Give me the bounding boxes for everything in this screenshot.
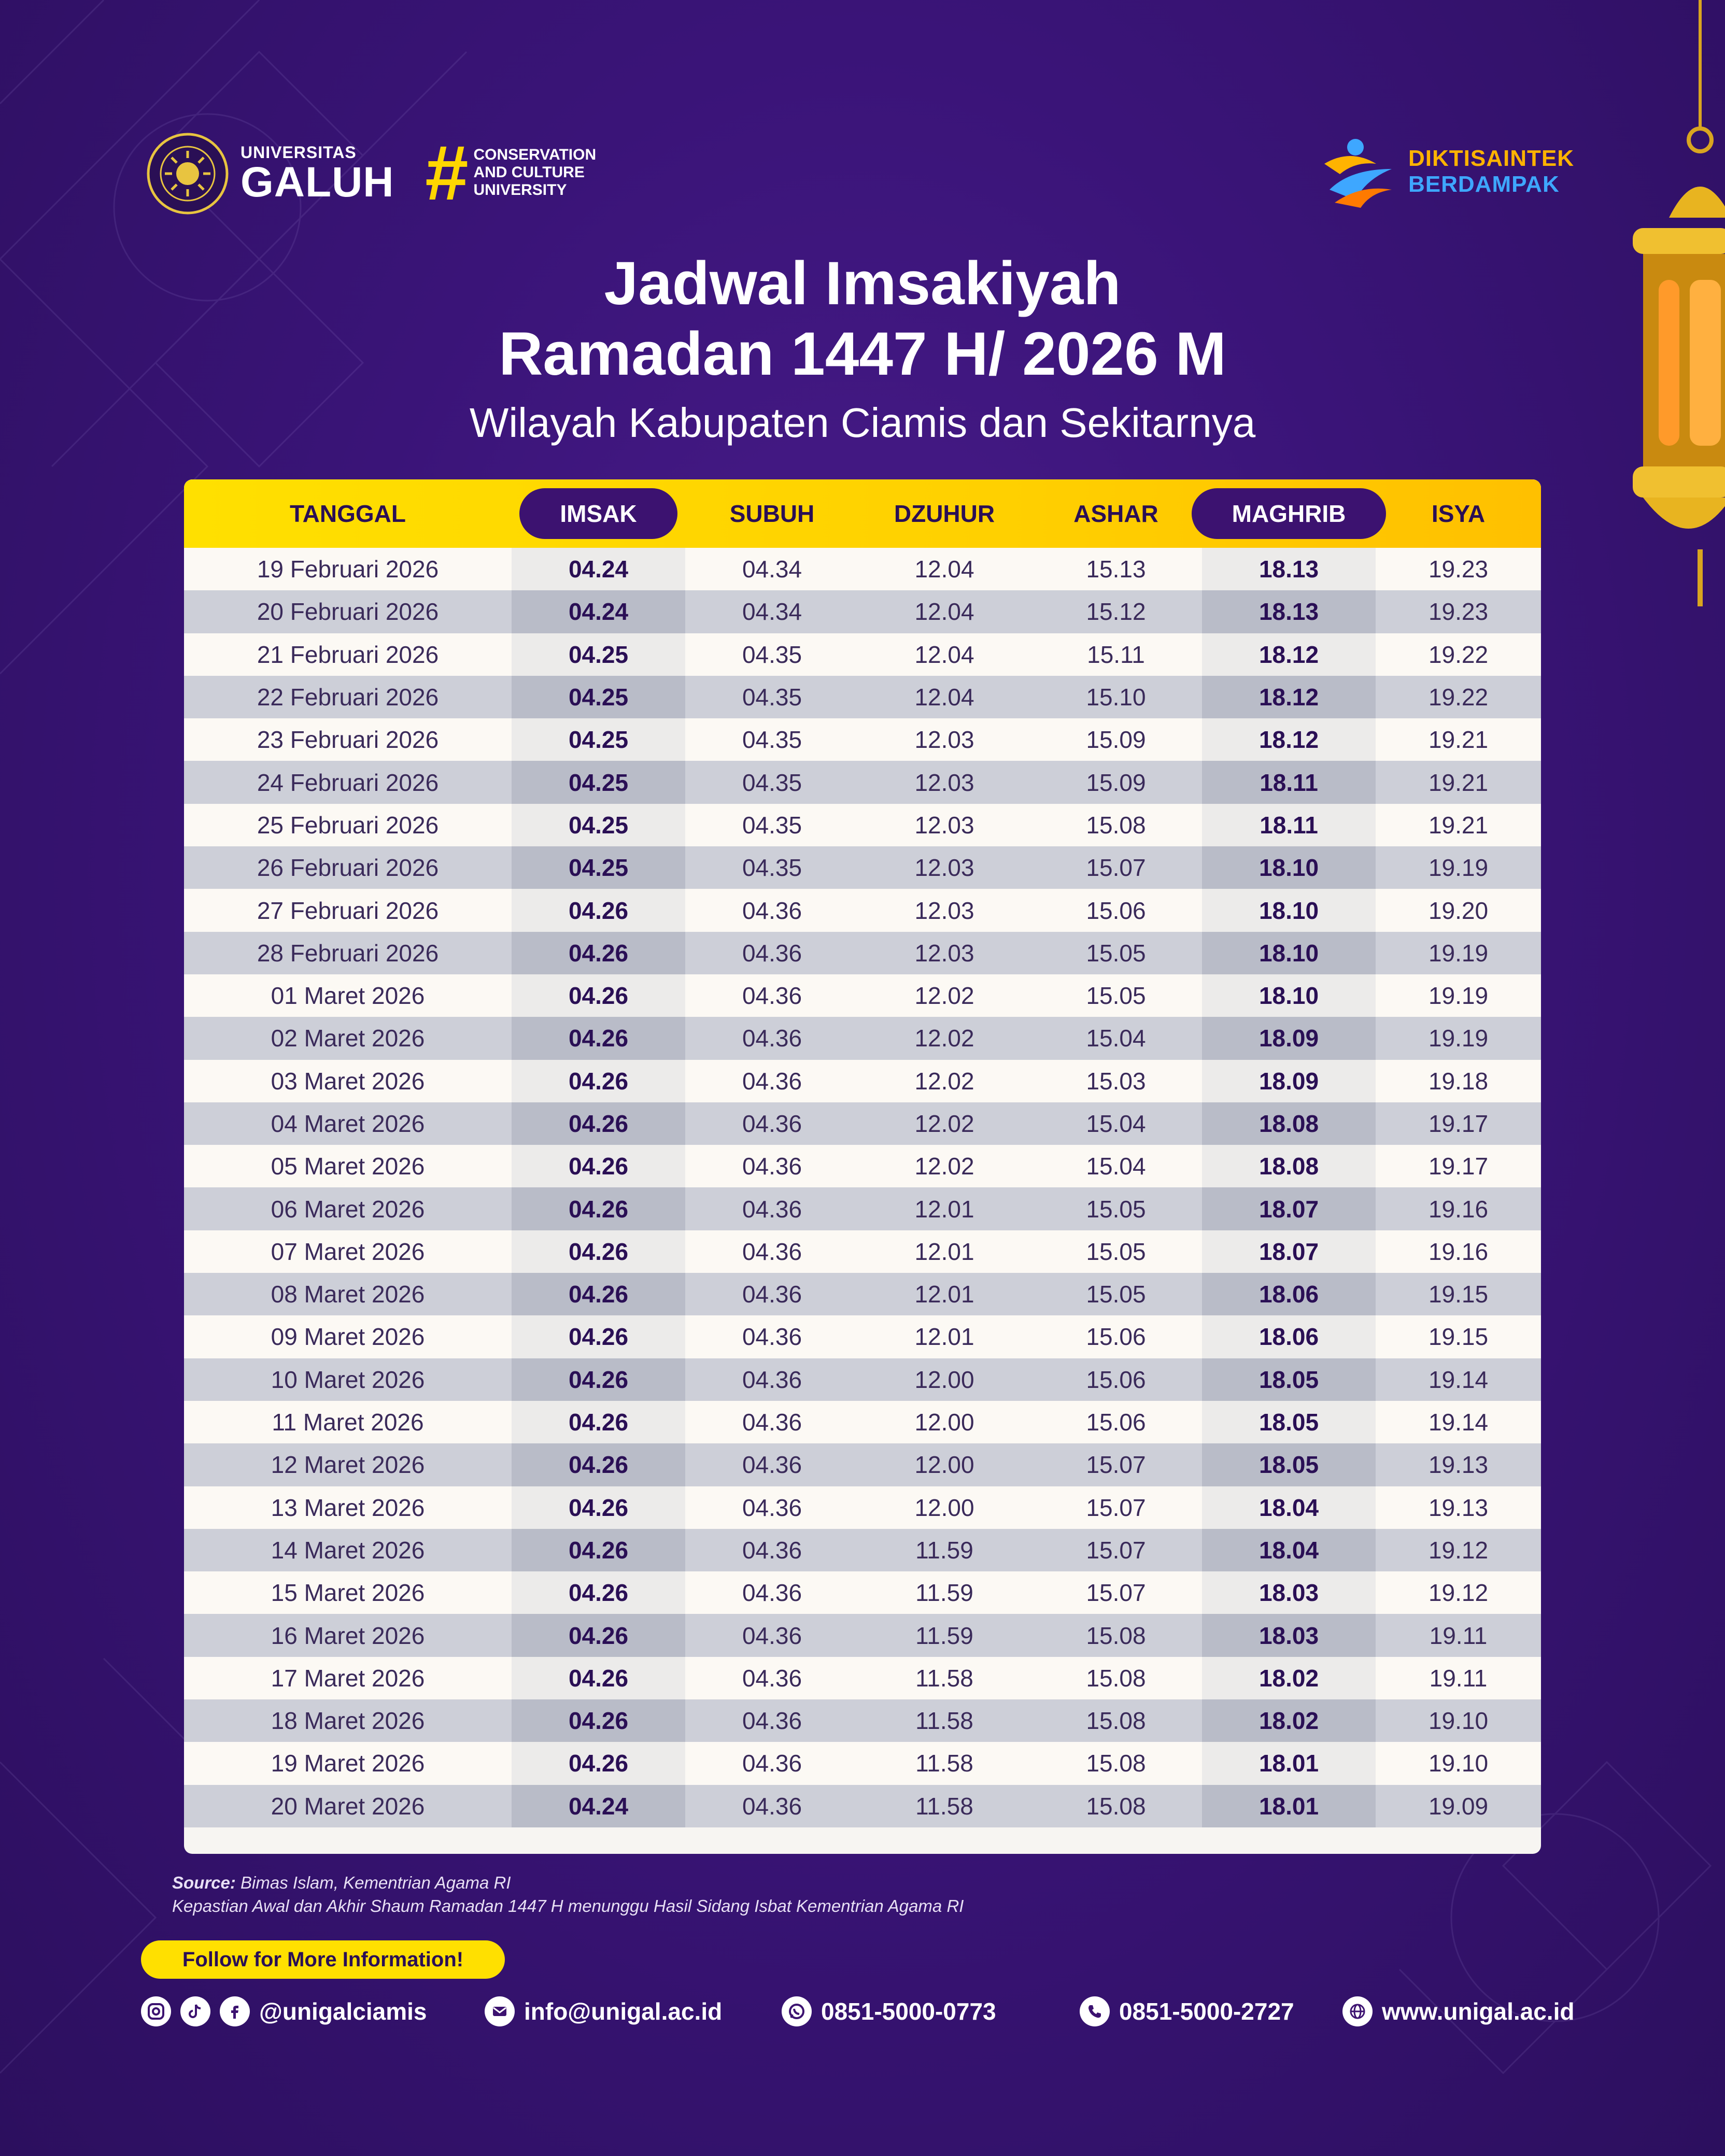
table-cell: 19.14 xyxy=(1428,1366,1489,1393)
facebook-icon[interactable] xyxy=(220,1996,250,2026)
table-cell: 04.36 xyxy=(742,1281,802,1308)
table-cell: 12.03 xyxy=(914,939,974,967)
table-cell: 04.26 xyxy=(568,1409,629,1436)
table-cell: 18.07 xyxy=(1259,1238,1319,1265)
table-row xyxy=(184,1358,1541,1401)
table-row xyxy=(184,1486,1541,1529)
instagram-icon[interactable] xyxy=(141,1996,171,2026)
table-cell: 15.06 xyxy=(1086,1366,1146,1393)
header-maghrib xyxy=(1202,479,1376,548)
hashtag-icon: # xyxy=(424,129,468,216)
table-cell: 19.14 xyxy=(1428,1409,1489,1436)
table-cell: 01 Maret 2026 xyxy=(271,982,425,1010)
table-cell: 04.36 xyxy=(742,1579,802,1607)
table-cell: 07 Maret 2026 xyxy=(271,1238,425,1265)
table-row xyxy=(184,1529,1541,1571)
table-row xyxy=(184,718,1541,761)
table-row xyxy=(184,1187,1541,1230)
table-cell: 19.19 xyxy=(1428,939,1489,967)
table-cell: 15.05 xyxy=(1086,1238,1146,1265)
table-row xyxy=(184,1571,1541,1614)
table-cell: 04.36 xyxy=(742,1195,802,1223)
table-row xyxy=(184,889,1541,931)
table-cell: 18.11 xyxy=(1260,811,1318,839)
table-cell: 12.04 xyxy=(914,598,974,626)
table-cell: 19.20 xyxy=(1428,897,1489,924)
table-cell: 18.10 xyxy=(1259,897,1319,924)
table-cell: 19.23 xyxy=(1428,598,1489,626)
table-cell: 18.08 xyxy=(1259,1110,1319,1137)
table-cell: 04.36 xyxy=(742,939,802,967)
table-header xyxy=(184,479,1541,548)
header-tanggal xyxy=(184,479,512,548)
table-cell: 04.36 xyxy=(742,1622,802,1649)
table-cell: 12.03 xyxy=(914,897,974,924)
table-cell: 18.08 xyxy=(1259,1153,1319,1180)
table-cell: 10 Maret 2026 xyxy=(271,1366,425,1393)
table-cell: 12.01 xyxy=(914,1323,974,1351)
table-cell: 15.09 xyxy=(1086,769,1146,796)
table-cell: 04.25 xyxy=(568,769,629,796)
table-row xyxy=(184,1401,1541,1443)
table-cell: 18.13 xyxy=(1259,598,1319,626)
header-ashar-label: ASHAR xyxy=(1073,500,1158,527)
table-cell: 19.12 xyxy=(1428,1579,1489,1607)
table-cell: 04.36 xyxy=(742,897,802,924)
table-cell: 04.34 xyxy=(742,556,802,583)
table-cell: 16 Maret 2026 xyxy=(271,1622,425,1649)
table-cell: 11.59 xyxy=(915,1536,973,1564)
whatsapp-icon xyxy=(782,1996,812,2026)
table-cell: 04.26 xyxy=(568,982,629,1010)
table-cell: 14 Maret 2026 xyxy=(271,1536,425,1564)
table-cell: 04.25 xyxy=(568,854,629,882)
table-cell: 19.15 xyxy=(1428,1323,1489,1351)
table-row xyxy=(184,1657,1541,1699)
table-cell: 17 Maret 2026 xyxy=(271,1664,425,1692)
email-contact[interactable] xyxy=(485,1996,722,2026)
table-row xyxy=(184,932,1541,974)
conservation-line-1: CONSERVATION xyxy=(473,146,597,163)
table-cell: 15.07 xyxy=(1086,1536,1146,1564)
table-cell: 18.11 xyxy=(1260,769,1318,796)
table-cell: 04.26 xyxy=(568,897,629,924)
table-cell: 19.19 xyxy=(1428,982,1489,1010)
header-subuh-label: SUBUH xyxy=(729,500,815,527)
table-cell: 04.35 xyxy=(742,854,802,882)
source-disclaimer: Kepastian Awal dan Akhir Shaum Ramadan 1447 H menunggu Hasil Sidang Isbat Kementrian Agama RI xyxy=(172,1896,964,1916)
phone-number[interactable]: 0851-5000-2727 xyxy=(1119,1998,1294,2025)
table-cell: 19 Februari 2026 xyxy=(257,556,439,583)
table-cell: 18.04 xyxy=(1259,1536,1319,1564)
table-cell: 12.02 xyxy=(914,1153,974,1180)
page-title-line-2: Ramadan 1447 H/ 2026 M xyxy=(499,320,1226,388)
header-subuh xyxy=(685,479,859,548)
table-row xyxy=(184,1315,1541,1358)
table-cell: 15.05 xyxy=(1086,982,1146,1010)
page-subtitle: Wilayah Kabupaten Ciamis dan Sekitarnya xyxy=(469,400,1256,446)
table-cell: 04.35 xyxy=(742,684,802,711)
table-cell: 15.04 xyxy=(1086,1110,1146,1137)
email-icon xyxy=(485,1996,515,2026)
table-row xyxy=(184,1017,1541,1059)
table-cell: 15.13 xyxy=(1086,556,1146,583)
header-ashar xyxy=(1030,479,1202,548)
header-isya xyxy=(1376,479,1541,548)
table-cell: 11.59 xyxy=(915,1579,973,1607)
table-cell: 04.26 xyxy=(568,1622,629,1649)
table-cell: 04.25 xyxy=(568,684,629,711)
table-cell: 18.12 xyxy=(1259,641,1319,668)
table-cell: 15.07 xyxy=(1086,854,1146,882)
table-row xyxy=(184,1102,1541,1145)
table-row xyxy=(184,1060,1541,1102)
table-cell: 19.13 xyxy=(1428,1494,1489,1521)
follow-banner: Follow for More Information! xyxy=(141,1940,505,1979)
table-cell: 04.35 xyxy=(742,726,802,754)
table-cell: 04.25 xyxy=(568,641,629,668)
table-cell: 04.26 xyxy=(568,1323,629,1351)
table-cell: 19.17 xyxy=(1428,1153,1489,1180)
table-cell: 13 Maret 2026 xyxy=(271,1494,425,1521)
table-cell: 22 Februari 2026 xyxy=(257,684,439,711)
table-cell: 04.36 xyxy=(742,1323,802,1351)
table-cell: 04.36 xyxy=(742,1792,802,1820)
table-cell: 12.03 xyxy=(914,854,974,882)
table-cell: 15.05 xyxy=(1086,1195,1146,1223)
table-cell: 04.25 xyxy=(568,726,629,754)
whatsapp-contact[interactable] xyxy=(782,1996,996,2026)
table-cell: 04.26 xyxy=(568,1238,629,1265)
table-cell: 15.06 xyxy=(1086,897,1146,924)
table-cell: 18.09 xyxy=(1259,1025,1319,1052)
table-cell: 04.35 xyxy=(742,769,802,796)
table-cell: 18.03 xyxy=(1259,1579,1319,1607)
table-cell: 19.09 xyxy=(1428,1792,1489,1820)
table-cell: 15.08 xyxy=(1086,811,1146,839)
table-row xyxy=(184,1273,1541,1315)
table-cell: 19.16 xyxy=(1428,1195,1489,1223)
table-cell: 19.21 xyxy=(1428,811,1489,839)
table-row xyxy=(184,590,1541,633)
table-cell: 19.19 xyxy=(1428,854,1489,882)
table-cell: 18.05 xyxy=(1259,1451,1319,1479)
table-cell: 04.36 xyxy=(742,1451,802,1479)
table-cell: 19.12 xyxy=(1428,1536,1489,1564)
table-cell: 04.34 xyxy=(742,598,802,626)
table-cell: 18.13 xyxy=(1259,556,1319,583)
whatsapp-number[interactable]: 0851-5000-0773 xyxy=(821,1998,996,2025)
table-row xyxy=(184,1145,1541,1187)
table-cell: 04.36 xyxy=(742,1536,802,1564)
header-imsak-label: IMSAK xyxy=(519,488,677,539)
table-cell: 19.22 xyxy=(1428,684,1489,711)
table-cell: 04.26 xyxy=(568,1536,629,1564)
table-cell: 04.36 xyxy=(742,1707,802,1735)
table-cell: 03 Maret 2026 xyxy=(271,1067,425,1095)
dikti-label-1: DIKTISAINTEK xyxy=(1408,146,1574,171)
social-handle[interactable]: @unigalciamis xyxy=(259,1998,427,2025)
table-cell: 23 Februari 2026 xyxy=(257,726,439,754)
table-cell: 12.04 xyxy=(914,641,974,668)
table-cell: 12 Maret 2026 xyxy=(271,1451,425,1479)
website-contact[interactable] xyxy=(1342,1996,1574,2026)
conservation-logo xyxy=(424,129,597,216)
table-cell: 15.07 xyxy=(1086,1451,1146,1479)
table-cell: 04.26 xyxy=(568,1153,629,1180)
table-row xyxy=(184,1614,1541,1656)
table-cell: 11.58 xyxy=(915,1664,973,1692)
table-cell: 11 Maret 2026 xyxy=(272,1409,424,1436)
table-row xyxy=(184,974,1541,1017)
table-cell: 15.08 xyxy=(1086,1750,1146,1777)
university-seal-icon xyxy=(146,132,229,215)
table-cell: 04.26 xyxy=(568,1067,629,1095)
table-cell: 11.59 xyxy=(915,1622,973,1649)
table-cell: 04.26 xyxy=(568,1494,629,1521)
table-cell: 15.08 xyxy=(1086,1792,1146,1820)
header-isya-label: ISYA xyxy=(1431,500,1486,527)
header-maghrib-label: MAGHRIB xyxy=(1192,488,1387,539)
conservation-line-3: UNIVERSITY xyxy=(473,181,567,198)
table-cell: 18.06 xyxy=(1259,1323,1319,1351)
table-cell: 04.26 xyxy=(568,939,629,967)
table-cell: 04.26 xyxy=(568,1110,629,1137)
table-cell: 19.11 xyxy=(1429,1622,1488,1649)
table-cell: 12.02 xyxy=(914,1025,974,1052)
table-cell: 26 Februari 2026 xyxy=(257,854,439,882)
table-cell: 18 Maret 2026 xyxy=(271,1707,425,1735)
table-cell: 19.15 xyxy=(1428,1281,1489,1308)
table-cell: 15.08 xyxy=(1086,1622,1146,1649)
table-cell: 12.03 xyxy=(914,811,974,839)
header-dzuhur-label: DZUHUR xyxy=(894,500,995,527)
header-tanggal-label: TANGGAL xyxy=(289,500,406,527)
table-cell: 12.02 xyxy=(914,1110,974,1137)
table-cell: 05 Maret 2026 xyxy=(271,1153,425,1180)
table-cell: 04.26 xyxy=(568,1664,629,1692)
source-label: Source: xyxy=(172,1873,236,1892)
table-cell: 12.00 xyxy=(914,1451,974,1479)
table-cell: 04.24 xyxy=(568,598,629,626)
table-cell: 19.16 xyxy=(1428,1238,1489,1265)
unigal-label-top: UNIVERSITAS xyxy=(241,143,357,162)
table-cell: 12.01 xyxy=(914,1238,974,1265)
table-cell: 15.11 xyxy=(1087,641,1145,668)
source-text: Bimas Islam, Kementrian Agama RI xyxy=(235,1873,511,1892)
table-cell: 19.13 xyxy=(1428,1451,1489,1479)
website-url[interactable]: www.unigal.ac.id xyxy=(1382,1998,1575,2025)
universitas-galuh-logo xyxy=(146,132,394,215)
table-cell: 18.04 xyxy=(1259,1494,1319,1521)
table-row xyxy=(184,1443,1541,1486)
table-cell: 04.25 xyxy=(568,811,629,839)
table-cell: 18.09 xyxy=(1259,1067,1319,1095)
table-cell: 24 Februari 2026 xyxy=(257,769,439,796)
table-cell: 12.01 xyxy=(914,1195,974,1223)
globe-icon xyxy=(1342,1996,1373,2026)
source-note xyxy=(172,1871,964,1918)
tiktok-icon[interactable] xyxy=(180,1996,210,2026)
email-address[interactable]: info@unigal.ac.id xyxy=(524,1998,723,2025)
table-cell: 18.12 xyxy=(1259,684,1319,711)
table-cell: 19.21 xyxy=(1428,769,1489,796)
table-cell: 04.36 xyxy=(742,1494,802,1521)
social-contact[interactable] xyxy=(141,1996,427,2026)
table-body xyxy=(184,548,1541,1827)
page-title-line-1: Jadwal Imsakiyah xyxy=(604,249,1121,318)
table-cell: 04.35 xyxy=(742,641,802,668)
table-cell: 12.00 xyxy=(914,1494,974,1521)
diktisaintek-logo xyxy=(1319,133,1574,210)
table-cell: 04.26 xyxy=(568,1707,629,1735)
table-cell: 19.19 xyxy=(1428,1025,1489,1052)
table-cell: 04.24 xyxy=(568,556,629,583)
table-cell: 18.10 xyxy=(1259,854,1319,882)
table-cell: 21 Februari 2026 xyxy=(257,641,439,668)
table-cell: 04 Maret 2026 xyxy=(271,1110,425,1137)
table-cell: 15.05 xyxy=(1086,1281,1146,1308)
table-cell: 04.36 xyxy=(742,982,802,1010)
table-cell: 27 Februari 2026 xyxy=(257,897,439,924)
table-cell: 04.26 xyxy=(568,1579,629,1607)
phone-contact[interactable] xyxy=(1080,1996,1294,2026)
table-cell: 04.36 xyxy=(742,1366,802,1393)
table-cell: 18.05 xyxy=(1259,1366,1319,1393)
table-cell: 04.36 xyxy=(742,1153,802,1180)
table-cell: 12.04 xyxy=(914,556,974,583)
table-row xyxy=(184,846,1541,889)
table-cell: 15.05 xyxy=(1086,939,1146,967)
table-cell: 19.18 xyxy=(1428,1067,1489,1095)
table-cell: 12.02 xyxy=(914,982,974,1010)
table-cell: 20 Maret 2026 xyxy=(271,1792,425,1820)
table-row xyxy=(184,1742,1541,1784)
diktisaintek-mark-icon xyxy=(1319,133,1397,210)
table-cell: 04.26 xyxy=(568,1750,629,1777)
table-row xyxy=(184,761,1541,803)
table-row xyxy=(184,676,1541,718)
table-cell: 19.22 xyxy=(1428,641,1489,668)
table-cell: 11.58 xyxy=(915,1707,973,1735)
table-cell: 19.10 xyxy=(1428,1750,1489,1777)
table-cell: 11.58 xyxy=(915,1792,973,1820)
table-cell: 25 Februari 2026 xyxy=(257,811,439,839)
table-cell: 04.26 xyxy=(568,1195,629,1223)
table-cell: 12.00 xyxy=(914,1366,974,1393)
table-cell: 18.02 xyxy=(1259,1664,1319,1692)
header-imsak xyxy=(512,479,685,548)
table-row xyxy=(184,633,1541,676)
table-cell: 04.24 xyxy=(568,1792,629,1820)
table-cell: 18.06 xyxy=(1259,1281,1319,1308)
table-cell: 04.35 xyxy=(742,811,802,839)
table-cell: 19.17 xyxy=(1428,1110,1489,1137)
table-cell: 28 Februari 2026 xyxy=(257,939,439,967)
table-cell: 18.01 xyxy=(1259,1750,1319,1777)
table-cell: 04.26 xyxy=(568,1281,629,1308)
table-cell: 04.26 xyxy=(568,1451,629,1479)
table-cell: 18.10 xyxy=(1259,982,1319,1010)
table-cell: 04.36 xyxy=(742,1025,802,1052)
phone-icon xyxy=(1080,1996,1110,2026)
table-cell: 04.26 xyxy=(568,1366,629,1393)
table-row xyxy=(184,804,1541,846)
table-cell: 12.00 xyxy=(914,1409,974,1436)
table-cell: 18.10 xyxy=(1259,939,1319,967)
table-cell: 15 Maret 2026 xyxy=(271,1579,425,1607)
table-cell: 12.02 xyxy=(914,1067,974,1095)
table-cell: 04.26 xyxy=(568,1025,629,1052)
table-cell: 19.23 xyxy=(1428,556,1489,583)
table-row xyxy=(184,548,1541,590)
table-cell: 08 Maret 2026 xyxy=(271,1281,425,1308)
table-cell: 15.04 xyxy=(1086,1025,1146,1052)
table-cell: 04.36 xyxy=(742,1750,802,1777)
table-cell: 18.07 xyxy=(1259,1195,1319,1223)
table-cell: 04.36 xyxy=(742,1110,802,1137)
table-cell: 18.02 xyxy=(1259,1707,1319,1735)
table-cell: 15.06 xyxy=(1086,1323,1146,1351)
table-cell: 15.10 xyxy=(1086,684,1146,711)
table-cell: 15.07 xyxy=(1086,1494,1146,1521)
table-cell: 12.04 xyxy=(914,684,974,711)
table-cell: 04.36 xyxy=(742,1238,802,1265)
table-cell: 19 Maret 2026 xyxy=(271,1750,425,1777)
table-cell: 15.03 xyxy=(1086,1067,1146,1095)
table-cell: 11.58 xyxy=(915,1750,973,1777)
table-cell: 06 Maret 2026 xyxy=(271,1195,425,1223)
table-cell: 12.03 xyxy=(914,726,974,754)
table-cell: 12.01 xyxy=(914,1281,974,1308)
table-cell: 19.11 xyxy=(1429,1664,1488,1692)
header-dzuhur xyxy=(859,479,1030,548)
table-cell: 04.36 xyxy=(742,1664,802,1692)
table-row xyxy=(184,1699,1541,1742)
table-cell: 12.03 xyxy=(914,769,974,796)
table-cell: 18.12 xyxy=(1259,726,1319,754)
table-cell: 15.08 xyxy=(1086,1664,1146,1692)
table-cell: 15.04 xyxy=(1086,1153,1146,1180)
table-cell: 15.09 xyxy=(1086,726,1146,754)
table-cell: 04.36 xyxy=(742,1067,802,1095)
dikti-label-2: BERDAMPAK xyxy=(1408,172,1560,197)
table-cell: 19.21 xyxy=(1428,726,1489,754)
table-row xyxy=(184,1230,1541,1273)
table-cell: 18.03 xyxy=(1259,1622,1319,1649)
table-cell: 15.06 xyxy=(1086,1409,1146,1436)
table-cell: 09 Maret 2026 xyxy=(271,1323,425,1351)
table-cell: 19.10 xyxy=(1428,1707,1489,1735)
table-row xyxy=(184,1785,1541,1827)
table-cell: 18.01 xyxy=(1259,1792,1319,1820)
table-cell: 04.36 xyxy=(742,1409,802,1436)
schedule-table xyxy=(184,479,1541,1854)
conservation-line-2: AND CULTURE xyxy=(473,164,585,181)
table-cell: 15.08 xyxy=(1086,1707,1146,1735)
table-cell: 20 Februari 2026 xyxy=(257,598,439,626)
table-cell: 15.12 xyxy=(1086,598,1146,626)
unigal-label-main: GALUH xyxy=(241,159,394,206)
table-cell: 18.05 xyxy=(1259,1409,1319,1436)
table-cell: 02 Maret 2026 xyxy=(271,1025,425,1052)
table-cell: 15.07 xyxy=(1086,1579,1146,1607)
